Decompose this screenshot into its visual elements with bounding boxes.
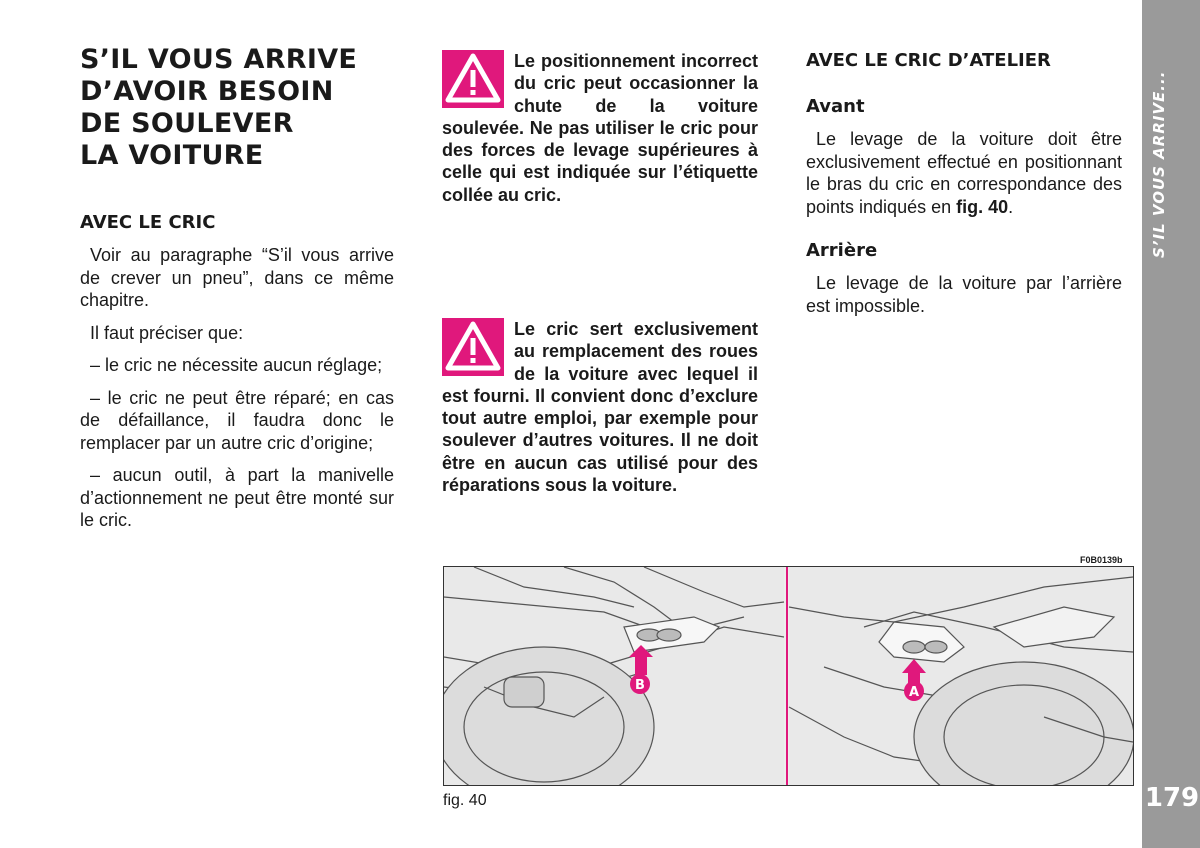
right-column <box>806 50 1122 339</box>
chapter-title: S’IL VOUS ARRIVE... <box>1150 70 1168 258</box>
list-item: – le cric ne peut être réparé; en cas de défaillance, il faudra donc le remplacer par un autre cric d’origine; <box>80 387 394 453</box>
car-underside-illustration <box>444 567 1133 785</box>
title-line: LA VOITURE <box>80 140 264 171</box>
page-number: 179 <box>1144 783 1200 813</box>
figure-code: F0B0139b <box>1080 555 1123 565</box>
section-title <box>80 44 394 172</box>
middle-column <box>442 50 758 520</box>
figure-reference: fig. 40 <box>956 196 1009 217</box>
subheading-arriere: Arrière <box>806 240 878 261</box>
list-item: – aucun outil, à part la manivelle d’actionnement ne peut être monté sur le cric. <box>80 465 394 530</box>
text: Le levage de la voiture doit être exclusivement effectué en positionnant le bras du cric en correspondance des points indiqués en <box>806 129 1122 217</box>
warning-text: Le cric sert exclusivement au remplacement des roues de la voiture avec lequel il est fourni. Il convient donc d’exclure tout autre emploi, par exemple pour soulever d’autres voitures. Il ne doit être en aucun cas utilisé pour des réparations sous la voiture. <box>442 319 758 496</box>
title-line: S’IL VOUS ARRIVE <box>80 44 358 75</box>
title-line: D’AVOIR BESOIN <box>80 76 334 107</box>
figure-label-a: A <box>908 685 920 700</box>
title-line: DE SOULEVER <box>80 108 294 139</box>
warning-triangle-icon <box>442 50 504 108</box>
paragraph: Le levage de la voiture par l’arrière est impossible. <box>806 273 1122 316</box>
text: . <box>1008 196 1014 217</box>
paragraph <box>806 128 1122 218</box>
figure-label-b: B <box>635 678 645 693</box>
figure-illustration <box>443 566 1134 786</box>
warning-box <box>442 50 758 206</box>
figure-caption: fig. 40 <box>443 792 487 809</box>
list-item: – le cric ne nécessite aucun réglage; <box>90 355 383 375</box>
paragraph: Voir au paragraphe “S’il vous arrive de crever un pneu”, dans ce même chapitre. <box>80 245 394 310</box>
warning-triangle-icon <box>442 318 504 376</box>
subheading-avec-le-cric: AVEC LE CRIC <box>80 212 216 233</box>
paragraph: Il faut préciser que: <box>90 322 244 343</box>
warning-box <box>442 318 758 496</box>
subheading-avant: Avant <box>806 96 865 117</box>
left-column <box>80 44 394 542</box>
subheading-cric-atelier: AVEC LE CRIC D’ATELIER <box>806 50 1051 71</box>
warning-text: Le positionnement incorrect du cric peut occasionner la chute de la voiture soulevée. Ne pas utiliser le cric pour des forces de levage supérieures à celle qui est indiquée sur l’étiquette collée au cric. <box>442 51 758 205</box>
